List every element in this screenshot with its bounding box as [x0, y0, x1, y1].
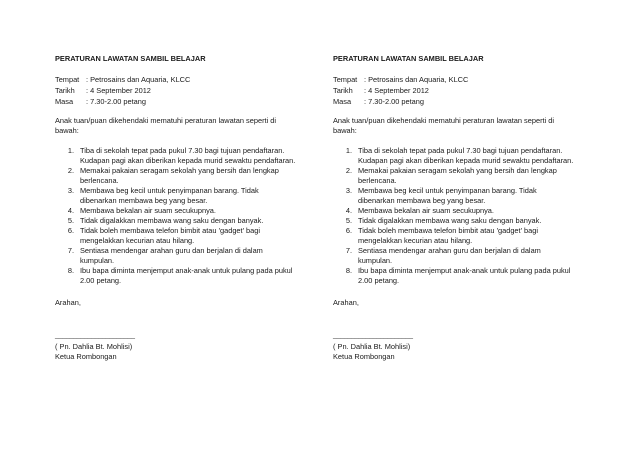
signer-name: ( Pn. Dahlia Bt. Mohlisi) — [333, 342, 411, 351]
rule-text: Tiba di sekolah tepat pada pukul 7.30 bagi tujuan pendaftaran. Kudapan pagi akan diberikan kepada murid sewaktu pendaftaran. — [358, 146, 574, 165]
rule-number: 3. — [67, 186, 74, 195]
rule-item — [333, 216, 605, 226]
rule-text: Membawa beg kecil untuk penyimpanan barang. Tidak dibenarkan membawa beg yang besar. — [358, 186, 537, 205]
rule-number: 6. — [345, 226, 352, 235]
rule-text: Memakai pakaian seragam sekolah yang bersih dan lengkap berlencana. — [80, 166, 279, 185]
rule-item — [333, 266, 605, 286]
rule-text: Tiba di sekolah tepat pada pukul 7.30 bagi tujuan pendaftaran. Kudapan pagi akan diberikan kepada murid sewaktu pendaftaran. — [80, 146, 296, 165]
rule-text: Sentiasa mendengar arahan guru dan berjalan di dalam kumpulan. — [358, 246, 541, 265]
meta-value: : 7.30-2.00 petang — [364, 97, 424, 106]
closing-text: Arahan, — [333, 298, 359, 307]
signature-line: ______________________ — [55, 330, 135, 339]
rule-item — [333, 206, 605, 216]
rule-number: 7. — [345, 246, 352, 255]
rule-item — [55, 216, 327, 226]
rule-number: 8. — [67, 266, 74, 275]
rule-text: Tidak boleh membawa telefon bimbit atau 'gadget' bagi mengelakkan kecurian atau hilang. — [80, 226, 261, 245]
rule-number: 7. — [67, 246, 74, 255]
meta-key: Tempat — [55, 75, 80, 84]
rule-number: 8. — [345, 266, 352, 275]
rule-item — [333, 226, 605, 246]
notice-title: PERATURAN LAWATAN SAMBIL BELAJAR — [55, 54, 206, 63]
rule-number: 4. — [67, 206, 74, 215]
rule-item — [333, 186, 605, 206]
rule-item — [55, 186, 327, 206]
rule-text: Sentiasa mendengar arahan guru dan berjalan di dalam kumpulan. — [80, 246, 263, 265]
rule-item — [333, 146, 605, 166]
closing-text: Arahan, — [55, 298, 81, 307]
meta-row-place — [55, 75, 327, 86]
meta-row-place — [333, 75, 605, 86]
rules-list — [333, 146, 605, 286]
meta-row-date — [333, 86, 605, 97]
notice-left — [55, 54, 327, 362]
rule-number: 6. — [67, 226, 74, 235]
meta-row-time — [55, 97, 327, 108]
meta-value: : Petrosains dan Aquaria, KLCC — [364, 75, 469, 84]
rule-item — [55, 206, 327, 216]
signer-name: ( Pn. Dahlia Bt. Mohlisi) — [55, 342, 133, 351]
rule-item — [55, 246, 327, 266]
rule-number: 5. — [345, 216, 352, 225]
meta-key: Tarikh — [333, 86, 353, 95]
rules-list — [55, 146, 327, 286]
rule-text: Membawa beg kecil untuk penyimpanan barang. Tidak dibenarkan membawa beg yang besar. — [80, 186, 259, 205]
rule-item — [333, 246, 605, 266]
rule-number: 2. — [67, 166, 74, 175]
notice-right — [333, 54, 605, 362]
signer-title: Ketua Rombongan — [55, 352, 117, 361]
rule-number: 1. — [345, 146, 352, 155]
rule-item — [55, 146, 327, 166]
rule-item — [55, 166, 327, 186]
rule-text: Memakai pakaian seragam sekolah yang bersih dan lengkap berlencana. — [358, 166, 557, 185]
meta-key: Masa — [55, 97, 74, 106]
rule-text: Tidak digalakkan membawa wang saku dengan banyak. — [358, 216, 542, 225]
notice-title: PERATURAN LAWATAN SAMBIL BELAJAR — [333, 54, 484, 63]
rule-item — [333, 166, 605, 186]
meta-value: : Petrosains dan Aquaria, KLCC — [86, 75, 191, 84]
meta-value: : 7.30-2.00 petang — [86, 97, 146, 106]
rule-text: Ibu bapa diminta menjemput anak-anak untuk pulang pada pukul 2.00 petang. — [358, 266, 571, 285]
meta-value: : 4 September 2012 — [86, 86, 151, 95]
intro-text: Anak tuan/puan dikehendaki mematuhi peraturan lawatan seperti di bawah: — [55, 116, 277, 135]
rule-text: Tidak digalakkan membawa wang saku dengan banyak. — [80, 216, 264, 225]
rule-number: 1. — [67, 146, 74, 155]
intro-text: Anak tuan/puan dikehendaki mematuhi peraturan lawatan seperti di bawah: — [333, 116, 555, 135]
signature-line: ______________________ — [333, 330, 413, 339]
rule-number: 3. — [345, 186, 352, 195]
rule-number: 5. — [67, 216, 74, 225]
rule-item — [55, 266, 327, 286]
signer-title: Ketua Rombongan — [333, 352, 395, 361]
rule-text: Membawa bekalan air suam secukupnya. — [358, 206, 494, 215]
rule-item — [55, 226, 327, 246]
meta-row-time — [333, 97, 605, 108]
rule-text: Membawa bekalan air suam secukupnya. — [80, 206, 216, 215]
rule-text: Tidak boleh membawa telefon bimbit atau 'gadget' bagi mengelakkan kecurian atau hilang. — [358, 226, 539, 245]
meta-value: : 4 September 2012 — [364, 86, 429, 95]
rule-number: 4. — [345, 206, 352, 215]
rule-number: 2. — [345, 166, 352, 175]
meta-key: Masa — [333, 97, 352, 106]
meta-key: Tempat — [333, 75, 358, 84]
meta-row-date — [55, 86, 327, 97]
rule-text: Ibu bapa diminta menjemput anak-anak untuk pulang pada pukul 2.00 petang. — [80, 266, 293, 285]
meta-key: Tarikh — [55, 86, 75, 95]
